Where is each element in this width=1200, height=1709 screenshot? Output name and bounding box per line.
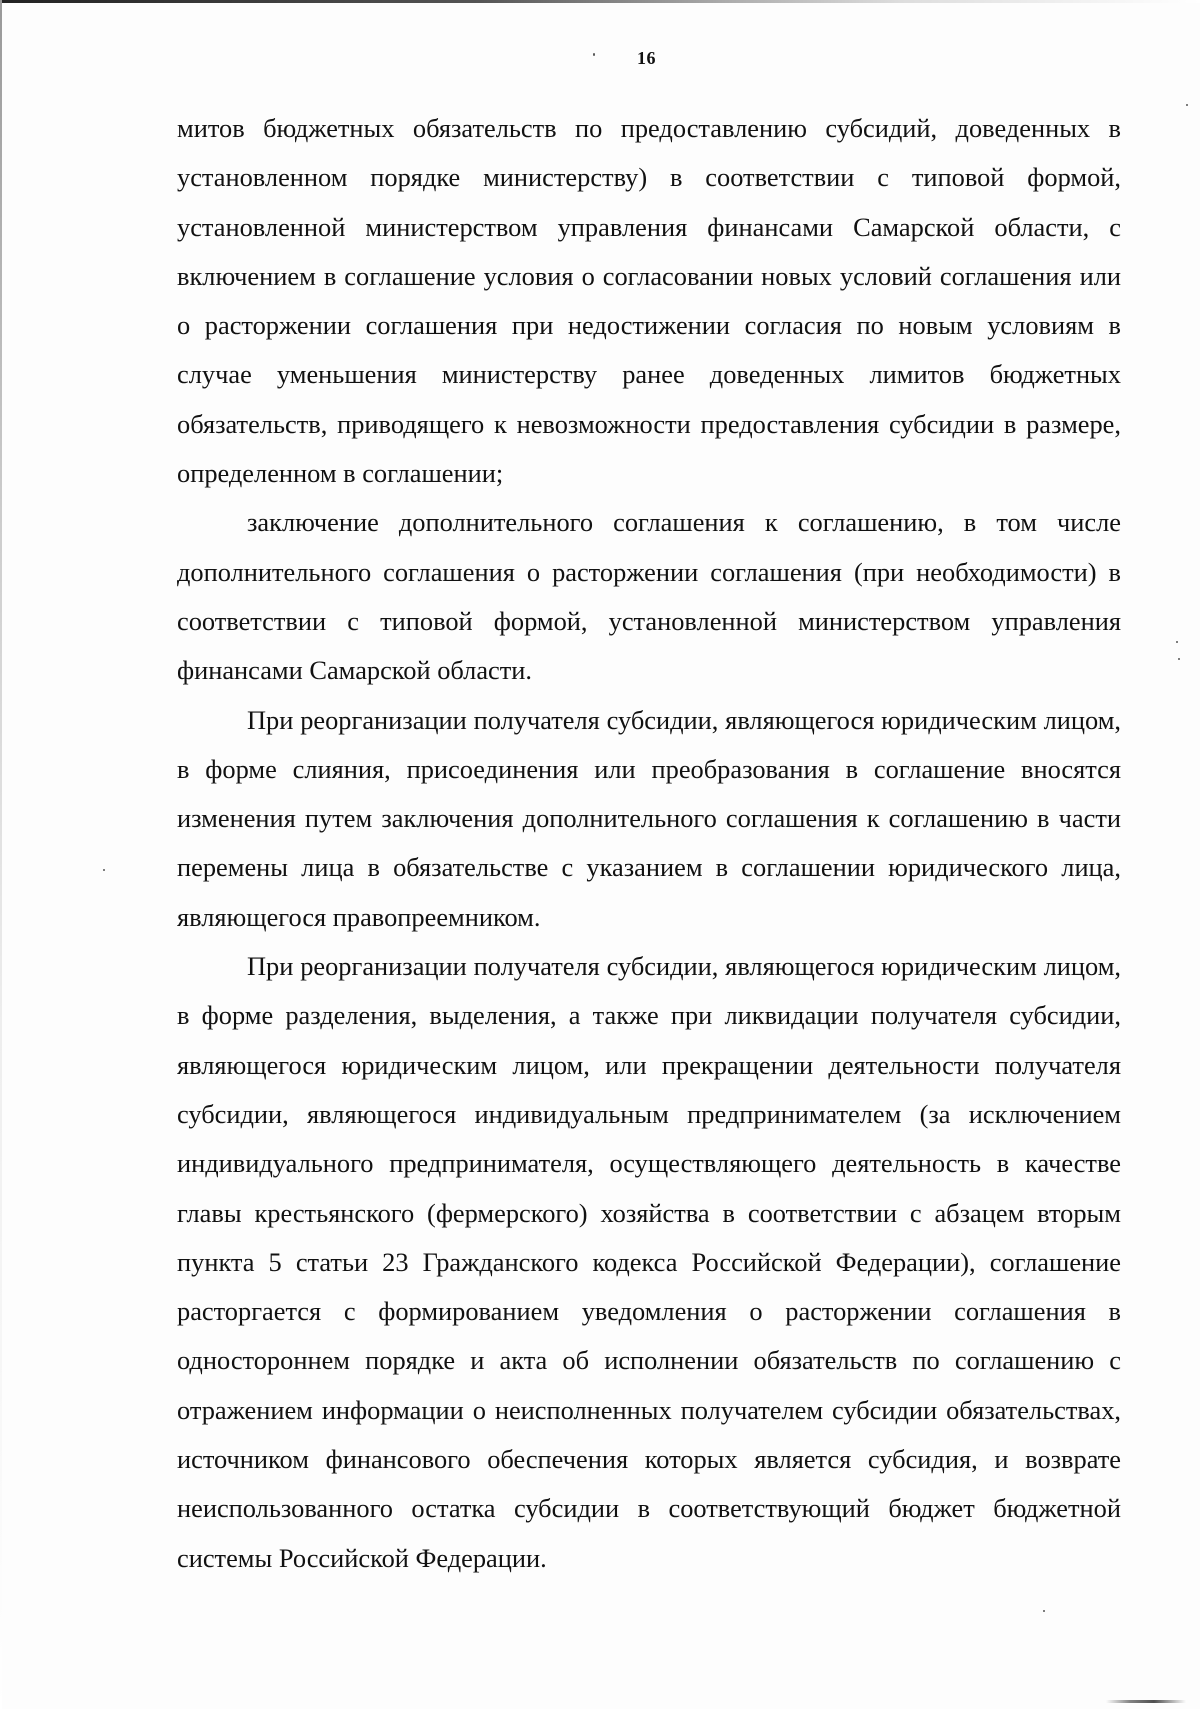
paragraph-reorganization-merger: При реорганизации получателя субсидии, являющегося юридическим лицом, в форме слияния, присоединения или преобразования в соглашение вносятся изменения путем заключения дополнительного соглашения к соглашению в части перемены лица в обязательстве с указанием в соглашении юридического лица, являющегося правопреемником. (177, 704, 1121, 932)
scan-speck (1043, 1610, 1045, 1612)
scan-border-top (0, 0, 1200, 3)
scan-speck (593, 53, 595, 56)
scan-speck (1186, 104, 1188, 106)
scan-border-left (0, 0, 2, 1709)
document-body (177, 104, 1121, 1583)
scan-smudge (1106, 1700, 1186, 1703)
paragraph-additional-agreement: заключение дополнительного соглашения к соглашению, в том числе дополнительного соглашения о расторжении соглашения (при необходимости) в соответствии с типовой формой, установленной министерством управления финансами Самарской области. (177, 507, 1121, 686)
paragraph-continuation: митов бюджетных обязательств по предоставлению субсидий, доведенных в установленном порядке министерству) в соответствии с типовой формой, установленной министерством управления финансами Самарской области, с включением в соглашение условия о согласовании новых условий соглашения или о расторжении соглашения при недостижении согласия по новым условиям в случае уменьшения министерству ранее доведенных лимитов бюджетных обязательств, приводящего к невозможности предоставления субсидии в размере, определенном в соглашении; (177, 113, 1121, 489)
page-number: 16 (637, 48, 656, 68)
scan-speck (1178, 658, 1180, 660)
scan-speck (1176, 641, 1178, 643)
paragraph-reorganization-division: При реорганизации получателя субсидии, являющегося юридическим лицом, в форме разделения, выделения, а также при ликвидации получателя субсидии, являющегося юридическим лицом, или прекращении деятельности получателя субсидии, являющегося индивидуальным предпринимателем (за исключением индивидуального предпринимателя, осуществляющего деятельность в качестве главы крестьянского (фермерского) хозяйства в соответствии с абзацем вторым пункта 5 статьи 23 Гражданского кодекса Российской Федерации), соглашение расторгается с формированием уведомления о расторжении соглашения в одностороннем порядке и акта об исполнении обязательств по соглашению с отражением информации о неисполненных получателем субсидии обязательствах, источником финансового обеспечения которых является субсидия, и возврате неиспользованного остатка субсидии в соответствующий бюджет бюджетной системы Российской Федерации. (177, 951, 1121, 1573)
scan-speck (103, 869, 105, 871)
